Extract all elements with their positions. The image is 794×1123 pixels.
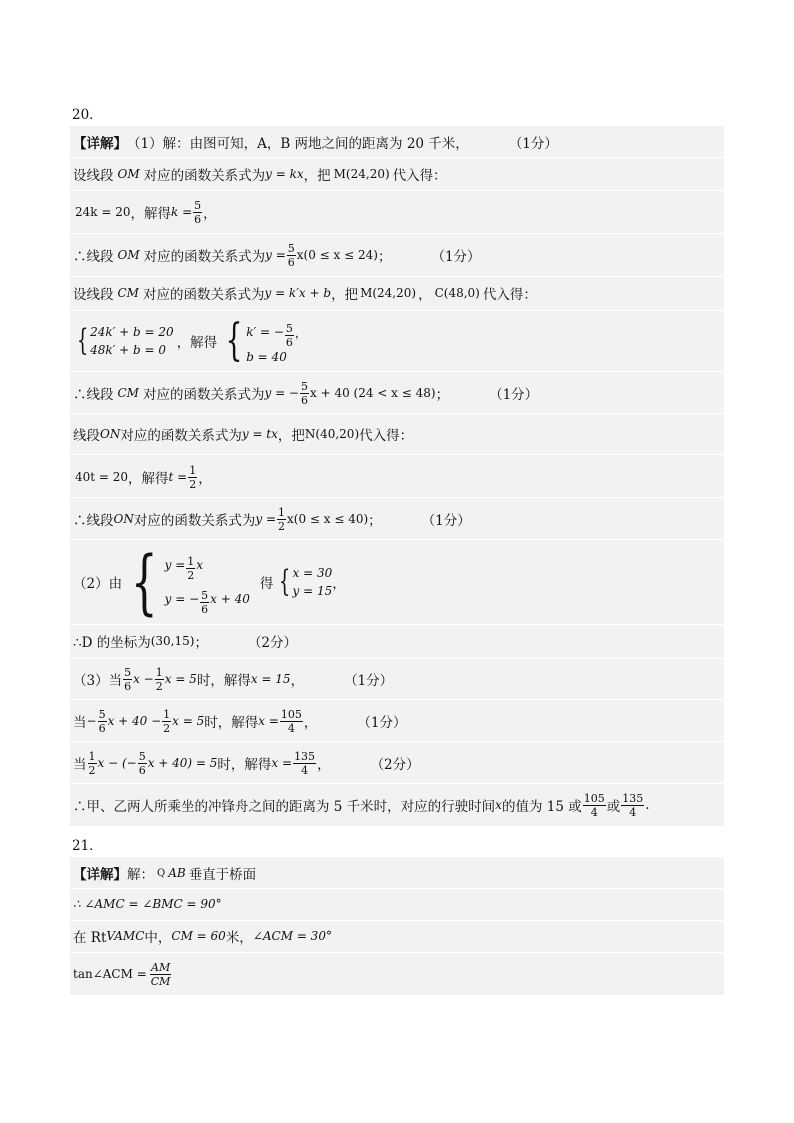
equation: y = kx xyxy=(265,167,304,181)
score: （1分） xyxy=(421,513,471,529)
equation: y = xyxy=(255,512,276,526)
line-q21-triangle xyxy=(70,924,724,948)
answer-block-21 xyxy=(70,857,724,995)
point-m: M(24,20) xyxy=(360,286,417,300)
text: 代入得： xyxy=(392,168,447,184)
var-ab: AB xyxy=(168,866,186,880)
answer-block-20 xyxy=(70,126,724,826)
line-q21-angles xyxy=(70,892,724,916)
line-om-setup xyxy=(70,162,724,186)
text: （3）当 xyxy=(73,673,123,689)
text: 时，解得 xyxy=(217,757,272,773)
range: x(0 ≤ x ≤ 40) xyxy=(287,512,369,526)
fraction: $\frac{AM}{CM}$ xyxy=(150,960,171,988)
equation: y = k′x + b xyxy=(264,286,332,300)
equation: CM = 60 xyxy=(171,929,226,943)
fraction: $\frac{105}{4}$ xyxy=(583,791,605,819)
var-cm: CM xyxy=(117,386,139,400)
text: 对应的函数关系式为 xyxy=(142,287,265,303)
text: （1）解：由图可知，A，B 两地之间的距离为 20 千米， xyxy=(127,136,469,152)
line-part3-case1 xyxy=(70,662,724,696)
equation: ∴ ∠AMC = ∠BMC = 90° xyxy=(73,897,222,911)
var-cm: CM xyxy=(117,286,139,300)
line-on-setup xyxy=(70,418,724,450)
point-c: C(48,0) xyxy=(434,286,480,300)
result: x = 15 xyxy=(250,672,291,686)
fraction: $\frac{5}{6}$ xyxy=(138,749,146,777)
detail-tag: 【详解】 xyxy=(73,867,127,883)
text: ， xyxy=(303,715,318,731)
var-on: ON xyxy=(113,512,134,526)
text: ； xyxy=(435,387,450,403)
text: ， xyxy=(290,673,305,689)
solution-system: { k′ = − $\frac{5}{6}$ ， b = 40 xyxy=(225,315,307,366)
line-part2-system xyxy=(70,542,724,622)
text: 中， xyxy=(144,930,172,946)
text: 当 xyxy=(73,757,87,773)
var-on: ON xyxy=(100,427,121,441)
point-d: (30,15) xyxy=(150,634,195,648)
line-q21-intro xyxy=(70,861,724,885)
equation: y = xyxy=(265,248,286,262)
fraction: $\frac{1}{2}$ xyxy=(163,707,171,735)
line-cm-result xyxy=(70,375,724,411)
text: ； xyxy=(194,635,208,651)
text: 代入得： xyxy=(482,287,537,303)
score: （1分） xyxy=(344,673,394,689)
text: ∴甲、乙两人所乘坐的冲锋舟之间的距离为 5 千米时，对应的行驶时间 xyxy=(73,799,496,815)
text: ∴D 的坐标为 xyxy=(73,635,151,651)
equation-system: { y = $\frac{1}{2}$ x y = − $\frac{5}{6}$ x + 40 xyxy=(131,541,250,623)
text: 当 xyxy=(73,715,87,731)
triangle: VAMC xyxy=(106,929,145,943)
equation: 24k = 20 xyxy=(75,205,131,219)
line-part3-case2 xyxy=(70,703,724,739)
line-part1-intro xyxy=(70,130,724,154)
equation: y = − xyxy=(264,386,299,400)
text: ， xyxy=(203,206,217,222)
score: （1分） xyxy=(489,387,539,403)
fraction: $\frac{5}{6}$ xyxy=(287,241,295,269)
solution-system: { x = 30 y = 15 xyxy=(279,564,333,599)
equation: tan∠ACM = xyxy=(73,967,147,981)
line-point-d xyxy=(70,627,724,655)
text: 米， xyxy=(225,930,253,946)
expression: x − (− xyxy=(97,756,137,770)
line-om-result xyxy=(70,237,724,273)
line-on-result xyxy=(70,501,724,537)
line-q21-tan xyxy=(70,956,724,992)
text: ， xyxy=(332,576,346,592)
text: ， xyxy=(198,471,212,487)
because-symbol: Q xyxy=(157,867,166,879)
detail-tag: 【详解】 xyxy=(73,136,127,152)
fraction: $\frac{5}{6}$ xyxy=(194,198,202,226)
expression: x + 40 − xyxy=(107,714,162,728)
point-m: M(24,20) xyxy=(333,167,390,181)
equation: x = 5 xyxy=(164,672,197,686)
text: ，解得 xyxy=(128,471,169,487)
score: （1分） xyxy=(508,136,558,152)
line-solve-t xyxy=(70,459,724,495)
line-conclusion xyxy=(70,786,724,824)
text: 的值为 15 或 xyxy=(501,799,582,815)
var-x: x xyxy=(495,798,502,812)
text: 代入得： xyxy=(359,428,414,444)
text: 对应的函数关系式为 xyxy=(143,168,266,184)
text: ， xyxy=(317,757,331,773)
result: x = xyxy=(271,756,293,770)
text: ，解得 xyxy=(176,335,218,351)
text: 设线段 xyxy=(73,168,114,184)
question-number-20: 20． xyxy=(72,107,103,123)
text: 对应的函数关系式为 xyxy=(133,513,256,529)
text: 对应的函数关系式为 xyxy=(142,387,265,403)
fraction: $\frac{1}{2}$ xyxy=(88,749,96,777)
angle: ∠ACM = 30° xyxy=(252,929,332,943)
text: ，把 xyxy=(331,287,359,303)
text: 对应的函数关系式为 xyxy=(120,428,242,444)
text: ； xyxy=(377,249,392,265)
range: x + 40 (24 < x ≤ 48) xyxy=(310,386,436,400)
fraction: $\frac{105}{4}$ xyxy=(280,707,302,735)
fraction: $\frac{5}{6}$ xyxy=(98,707,106,735)
question-number-21: 21． xyxy=(72,838,103,854)
text: 对应的函数关系式为 xyxy=(143,249,266,265)
score: （2分） xyxy=(247,635,298,651)
equation: x + 40) = 5 xyxy=(147,756,218,770)
text: 得 xyxy=(259,576,274,592)
range: x(0 ≤ x ≤ 24) xyxy=(296,248,378,262)
fraction: $\frac{1}{2}$ xyxy=(189,463,197,491)
fraction: $\frac{1}{2}$ xyxy=(155,665,163,693)
line-cm-setup xyxy=(70,280,724,306)
var-t: t = xyxy=(168,470,188,484)
fraction: $\frac{5}{6}$ xyxy=(301,379,308,407)
text: ∴线段 xyxy=(73,249,114,265)
score: （1分） xyxy=(431,249,481,265)
text: ，把 xyxy=(303,168,331,184)
score: （2分） xyxy=(370,757,420,773)
var-om: OM xyxy=(117,248,140,262)
text: ∴线段 xyxy=(73,513,114,529)
fraction: $\frac{135}{4}$ xyxy=(622,791,644,819)
text: ， xyxy=(418,287,432,303)
text: ，把 xyxy=(277,428,305,444)
text: ； xyxy=(368,513,382,529)
text: ∴线段 xyxy=(73,387,114,403)
equation: 40t = 20 xyxy=(75,470,129,484)
text: 设线段 xyxy=(73,287,114,303)
var-k: k = xyxy=(171,205,193,219)
line-system-solve xyxy=(70,314,724,368)
text: 在 Rt xyxy=(73,930,107,946)
fraction: $\frac{135}{4}$ xyxy=(294,749,316,777)
equation: x = 5 xyxy=(172,714,205,728)
text: 解： xyxy=(127,867,154,883)
fraction: $\frac{5}{6}$ xyxy=(124,665,132,693)
text: 或 xyxy=(606,799,621,815)
score: （1分） xyxy=(357,715,407,731)
expression: x − xyxy=(133,672,154,686)
equation-system: { 24k′ + b = 20 48k′ + b = 0 xyxy=(76,323,174,358)
text: 时，解得 xyxy=(196,673,251,689)
text: ，解得 xyxy=(130,206,171,222)
equation: y = tx xyxy=(241,427,278,441)
text: （2）由 xyxy=(73,576,123,592)
sign: − xyxy=(86,714,97,728)
var-om: OM xyxy=(117,167,140,181)
text: 线段 xyxy=(73,428,100,444)
text: . xyxy=(645,797,650,813)
text: 时，解得 xyxy=(204,715,259,731)
result: x = xyxy=(258,714,279,728)
line-part3-case3 xyxy=(70,745,724,781)
text: 垂直于桥面 xyxy=(188,867,257,883)
point-n: N(40,20) xyxy=(304,427,360,441)
fraction: $\frac{1}{2}$ xyxy=(278,505,285,533)
line-solve-k xyxy=(70,194,724,230)
